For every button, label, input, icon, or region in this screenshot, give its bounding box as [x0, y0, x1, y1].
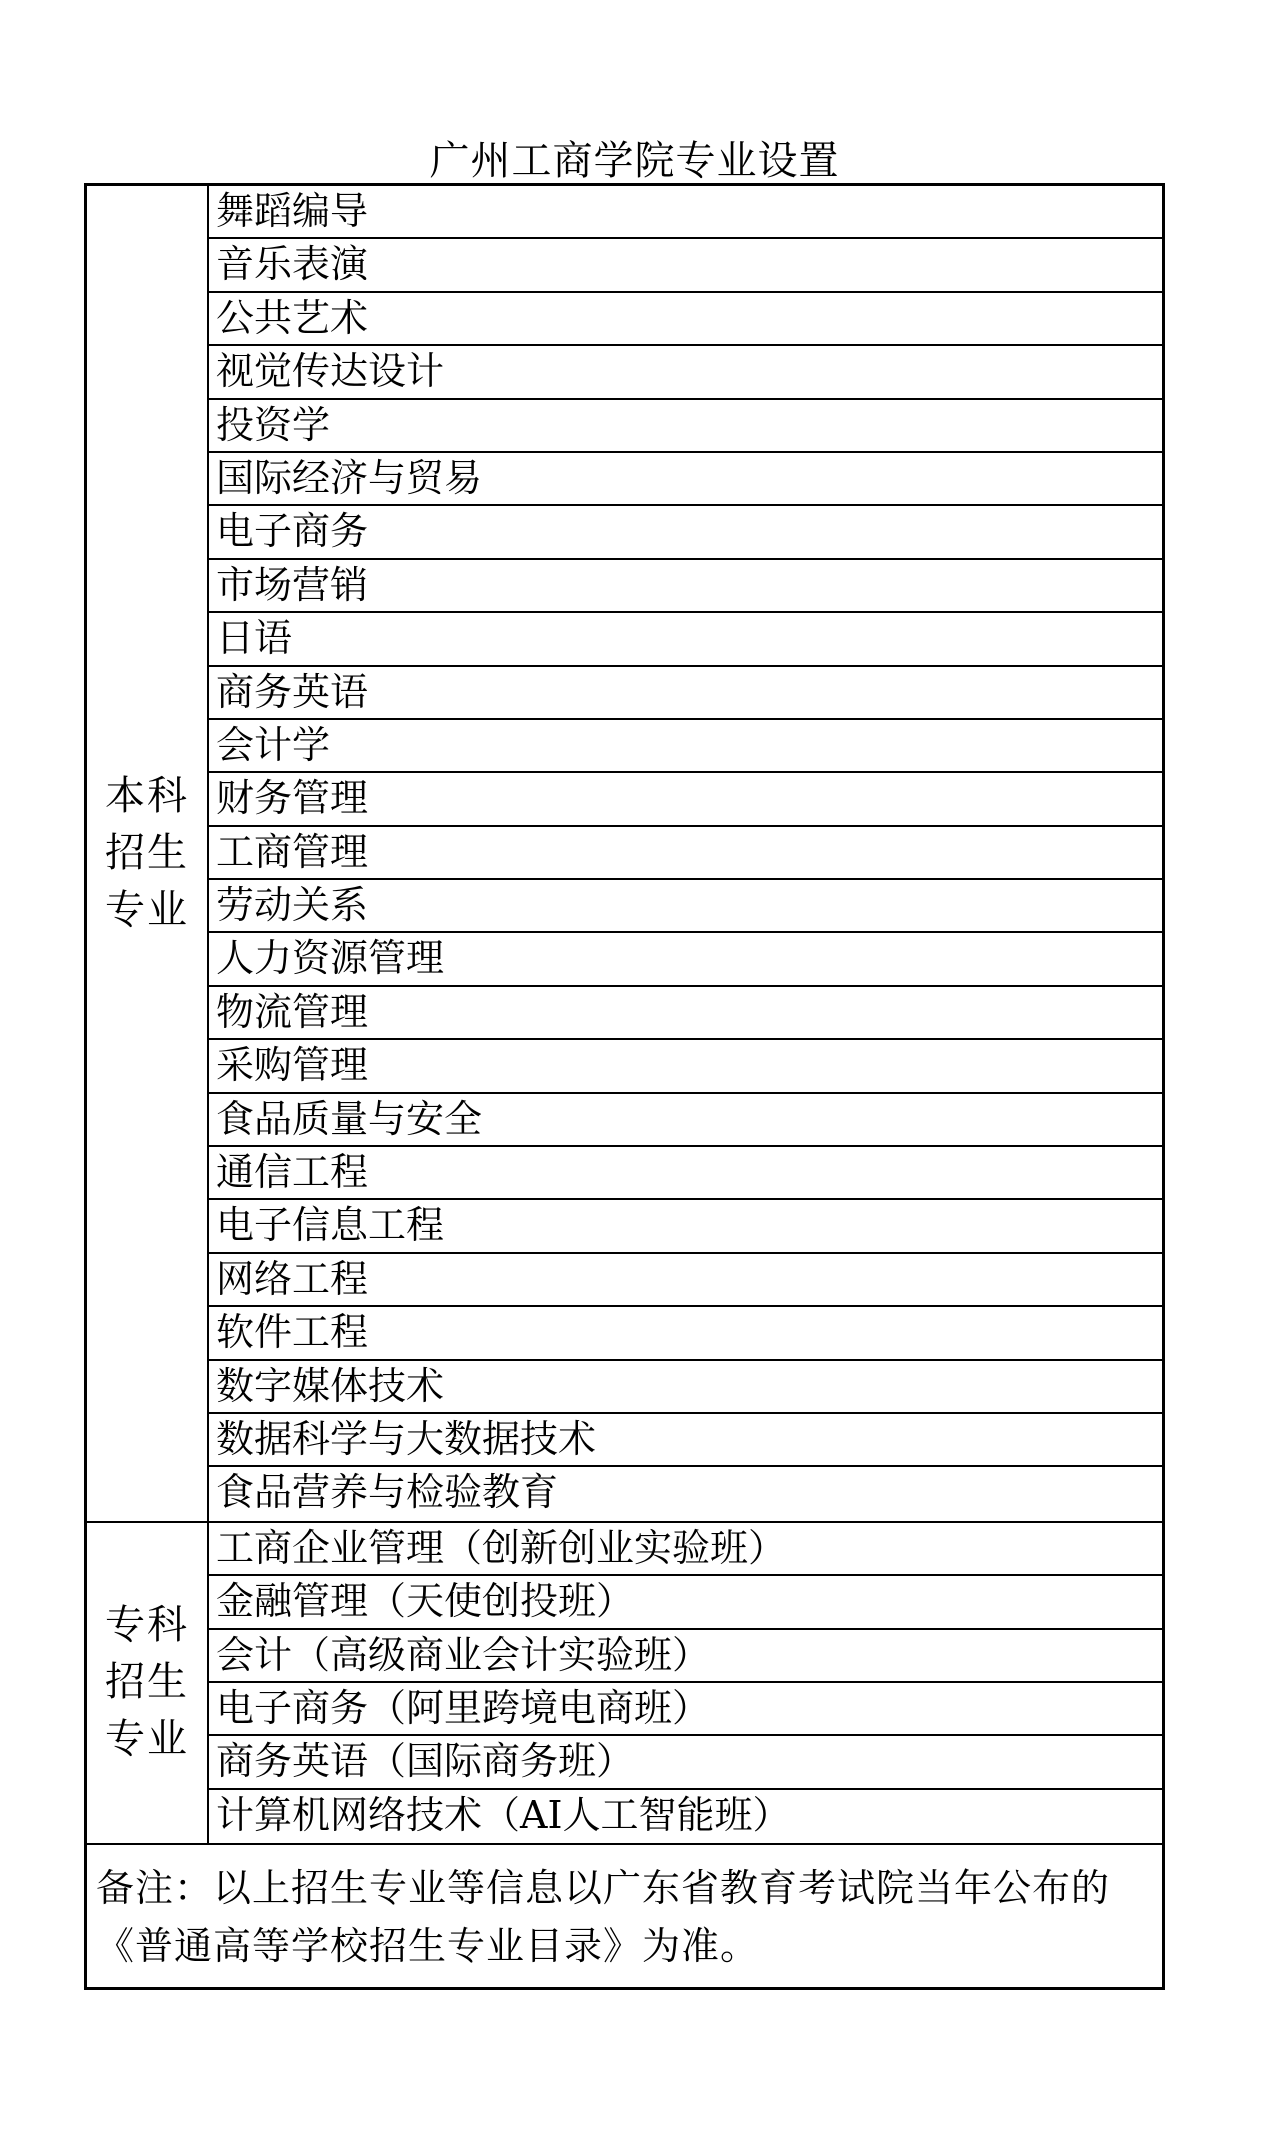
group-label-text: 本科招生专业 — [105, 772, 189, 933]
major-row: 电子商务（阿里跨境电商班） — [209, 1683, 1162, 1736]
major-row: 电子商务 — [209, 506, 1162, 559]
major-row: 舞蹈编导 — [209, 186, 1162, 239]
major-row: 数据科学与大数据技术 — [209, 1414, 1162, 1467]
major-row: 工商企业管理（创新创业实验班） — [209, 1523, 1162, 1576]
group-label-undergraduate — [87, 186, 209, 1521]
major-row: 数字媒体技术 — [209, 1361, 1162, 1414]
major-row: 财务管理 — [209, 773, 1162, 826]
major-row: 通信工程 — [209, 1147, 1162, 1200]
page-title: 广州工商学院专业设置 — [429, 138, 840, 184]
major-row: 投资学 — [209, 400, 1162, 453]
major-row: 国际经济与贸易 — [209, 453, 1162, 506]
group-label-text: 专科招生专业 — [105, 1602, 189, 1763]
major-row: 公共艺术 — [209, 293, 1162, 346]
major-row: 金融管理（天使创投班） — [209, 1576, 1162, 1629]
undergraduate-majors-list — [209, 186, 1162, 1521]
undergraduate-group — [87, 186, 1162, 1523]
major-row: 日语 — [209, 613, 1162, 666]
major-row: 音乐表演 — [209, 239, 1162, 292]
major-row: 电子信息工程 — [209, 1200, 1162, 1253]
major-row: 计算机网络技术（AI人工智能班） — [216, 1792, 791, 1837]
major-row: 商务英语（国际商务班） — [209, 1736, 1162, 1789]
group-label-junior-college — [87, 1523, 209, 1843]
majors-table — [84, 183, 1165, 1990]
major-row: 劳动关系 — [209, 880, 1162, 933]
major-row: 食品质量与安全 — [209, 1094, 1162, 1147]
major-row: 会计学 — [209, 720, 1162, 773]
major-row: 视觉传达设计 — [209, 346, 1162, 399]
major-row: 网络工程 — [209, 1254, 1162, 1307]
major-row: 人力资源管理 — [209, 933, 1162, 986]
major-row: 软件工程 — [209, 1307, 1162, 1360]
junior-college-group — [87, 1523, 1162, 1845]
major-row: 会计（高级商业会计实验班） — [209, 1630, 1162, 1683]
major-row: 物流管理 — [209, 987, 1162, 1040]
junior-college-majors-list — [209, 1523, 1162, 1843]
major-row: 市场营销 — [209, 560, 1162, 613]
major-row: 食品营养与检验教育 — [216, 1470, 559, 1515]
remarks-note: 备注：以上招生专业等信息以广东省教育考试院当年公布的《普通高等学校招生专业目录》为准。 — [96, 1866, 1111, 1969]
major-row: 商务英语 — [209, 667, 1162, 720]
major-row: 工商管理 — [209, 827, 1162, 880]
major-row: 采购管理 — [209, 1040, 1162, 1093]
